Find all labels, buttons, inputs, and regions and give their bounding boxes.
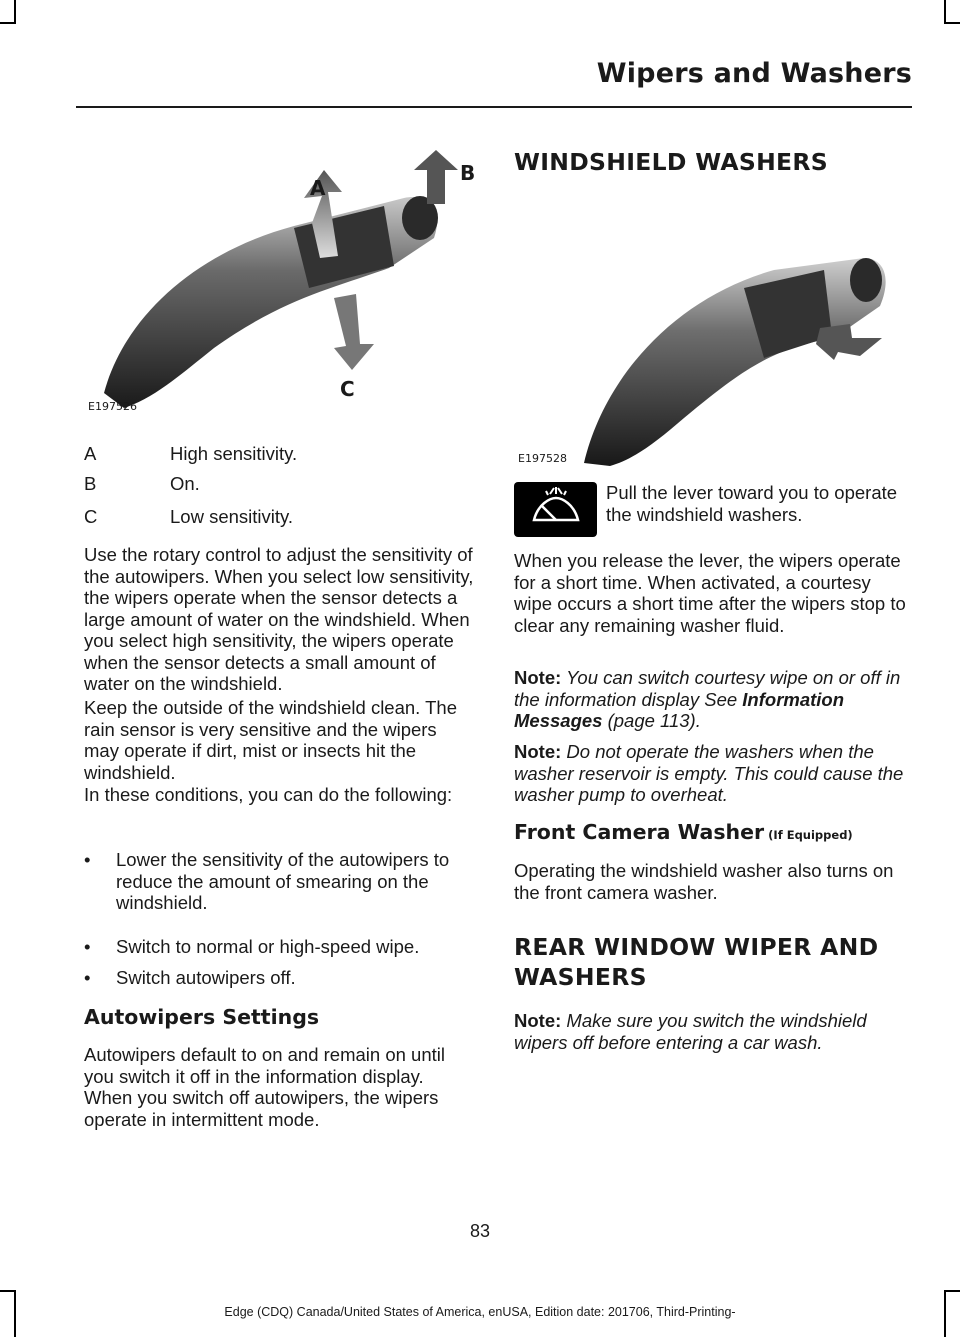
paragraph-autowipers-default: Autowipers default to on and remain on until you switch it off in the information display. When you switch off autowipers, the wipers operate in intermittent mode.: [84, 1044, 445, 1130]
bullet-item: • Switch to normal or high-speed wipe.: [84, 936, 420, 957]
crop-mark: [944, 0, 946, 22]
crop-mark: [944, 22, 960, 24]
figure-label-b: B: [460, 161, 476, 185]
figure-wiper-lever-pull: [514, 228, 912, 468]
note-empty-reservoir: Note: Do not operate the washers when the washer reservoir is empty. This could cause the washer pump to overheat.: [514, 741, 904, 805]
page-number: 83: [469, 1221, 491, 1241]
legend-key: A: [84, 443, 97, 464]
figure-label-a: A: [310, 176, 326, 200]
legend-row-a: [84, 443, 476, 465]
note-courtesy-wipe: Note: You can switch courtesy wipe on or off in the information display See Information Messages (page 113).: [514, 667, 901, 731]
legend-key: C: [84, 506, 98, 527]
page-footer: Edge (CDQ) Canada/United States of America, enUSA, Edition date: 201706, Third-Printing-: [224, 1305, 736, 1319]
bullet-item: • Lower the sensitivity of the autowipers to reduce the amount of smearing on the windshield.: [84, 849, 450, 913]
header-rule: [76, 106, 912, 108]
crop-mark: [0, 22, 16, 24]
legend-text: Low sensitivity.: [170, 506, 294, 527]
legend-text: High sensitivity.: [170, 443, 298, 464]
page-header-title: Wipers and Washers: [596, 58, 912, 89]
paragraph-pull-lever: Pull the lever toward you to operate the windshield washers.: [606, 482, 898, 525]
legend-text: On.: [170, 473, 200, 494]
wiper-lever-pull-illustration: [514, 228, 912, 468]
windshield-washer-icon: [514, 482, 597, 537]
figure-code: E197528: [518, 452, 567, 465]
legend-key: B: [84, 473, 97, 494]
crop-mark: [944, 1290, 960, 1292]
crop-mark: [0, 1290, 16, 1292]
legend-row-c: [84, 506, 476, 528]
heading-windshield-washers: WINDSHIELD WASHERS: [514, 148, 829, 176]
heading-front-camera-washer: Front Camera Washer (If Equipped): [514, 820, 853, 844]
paragraph-camera-washer: Operating the windshield washer also turns on the front camera washer.: [514, 860, 894, 903]
bullet-item: • Switch autowipers off.: [84, 967, 296, 988]
heading-autowipers-settings: Autowipers Settings: [84, 1005, 320, 1029]
paragraph-keep-clean: Keep the outside of the windshield clean. The rain sensor is very sensitive and the wipers may operate if dirt, mist or insects hit the windshield.: [84, 697, 457, 783]
link-information-messages[interactable]: Information Messages: [514, 688, 845, 731]
note-car-wash: Note: Make sure you switch the windshield wipers off before entering a car wash.: [514, 1010, 867, 1053]
paragraph-release-lever: When you release the lever, the wipers operate for a short time. When activated, a courtesy wipe occurs a short time after the wipers stop to clear any remaining washer fluid.: [514, 550, 906, 636]
legend-row-b: [84, 473, 476, 495]
heading-rear-wiper-line2: WASHERS: [514, 963, 647, 991]
figure-code: E197526: [88, 400, 137, 413]
heading-rear-wiper-line1: REAR WINDOW WIPER AND: [514, 933, 879, 961]
figure-wiper-lever-sensitivity: [84, 148, 476, 416]
wiper-lever-illustration: [84, 148, 476, 416]
paragraph-sensitivity: Use the rotary control to adjust the sensitivity of the autowipers. When you select low sensitivity, the wipers operate when the sensor detects a large amount of water on the windshield. When you select high sensitivity, the wipers operate when the sensor detects a small amount of water on the windshield.: [84, 544, 474, 694]
figure-label-c: C: [340, 377, 355, 401]
crop-mark: [14, 0, 16, 22]
paragraph-conditions: In these conditions, you can do the following:: [84, 784, 453, 805]
